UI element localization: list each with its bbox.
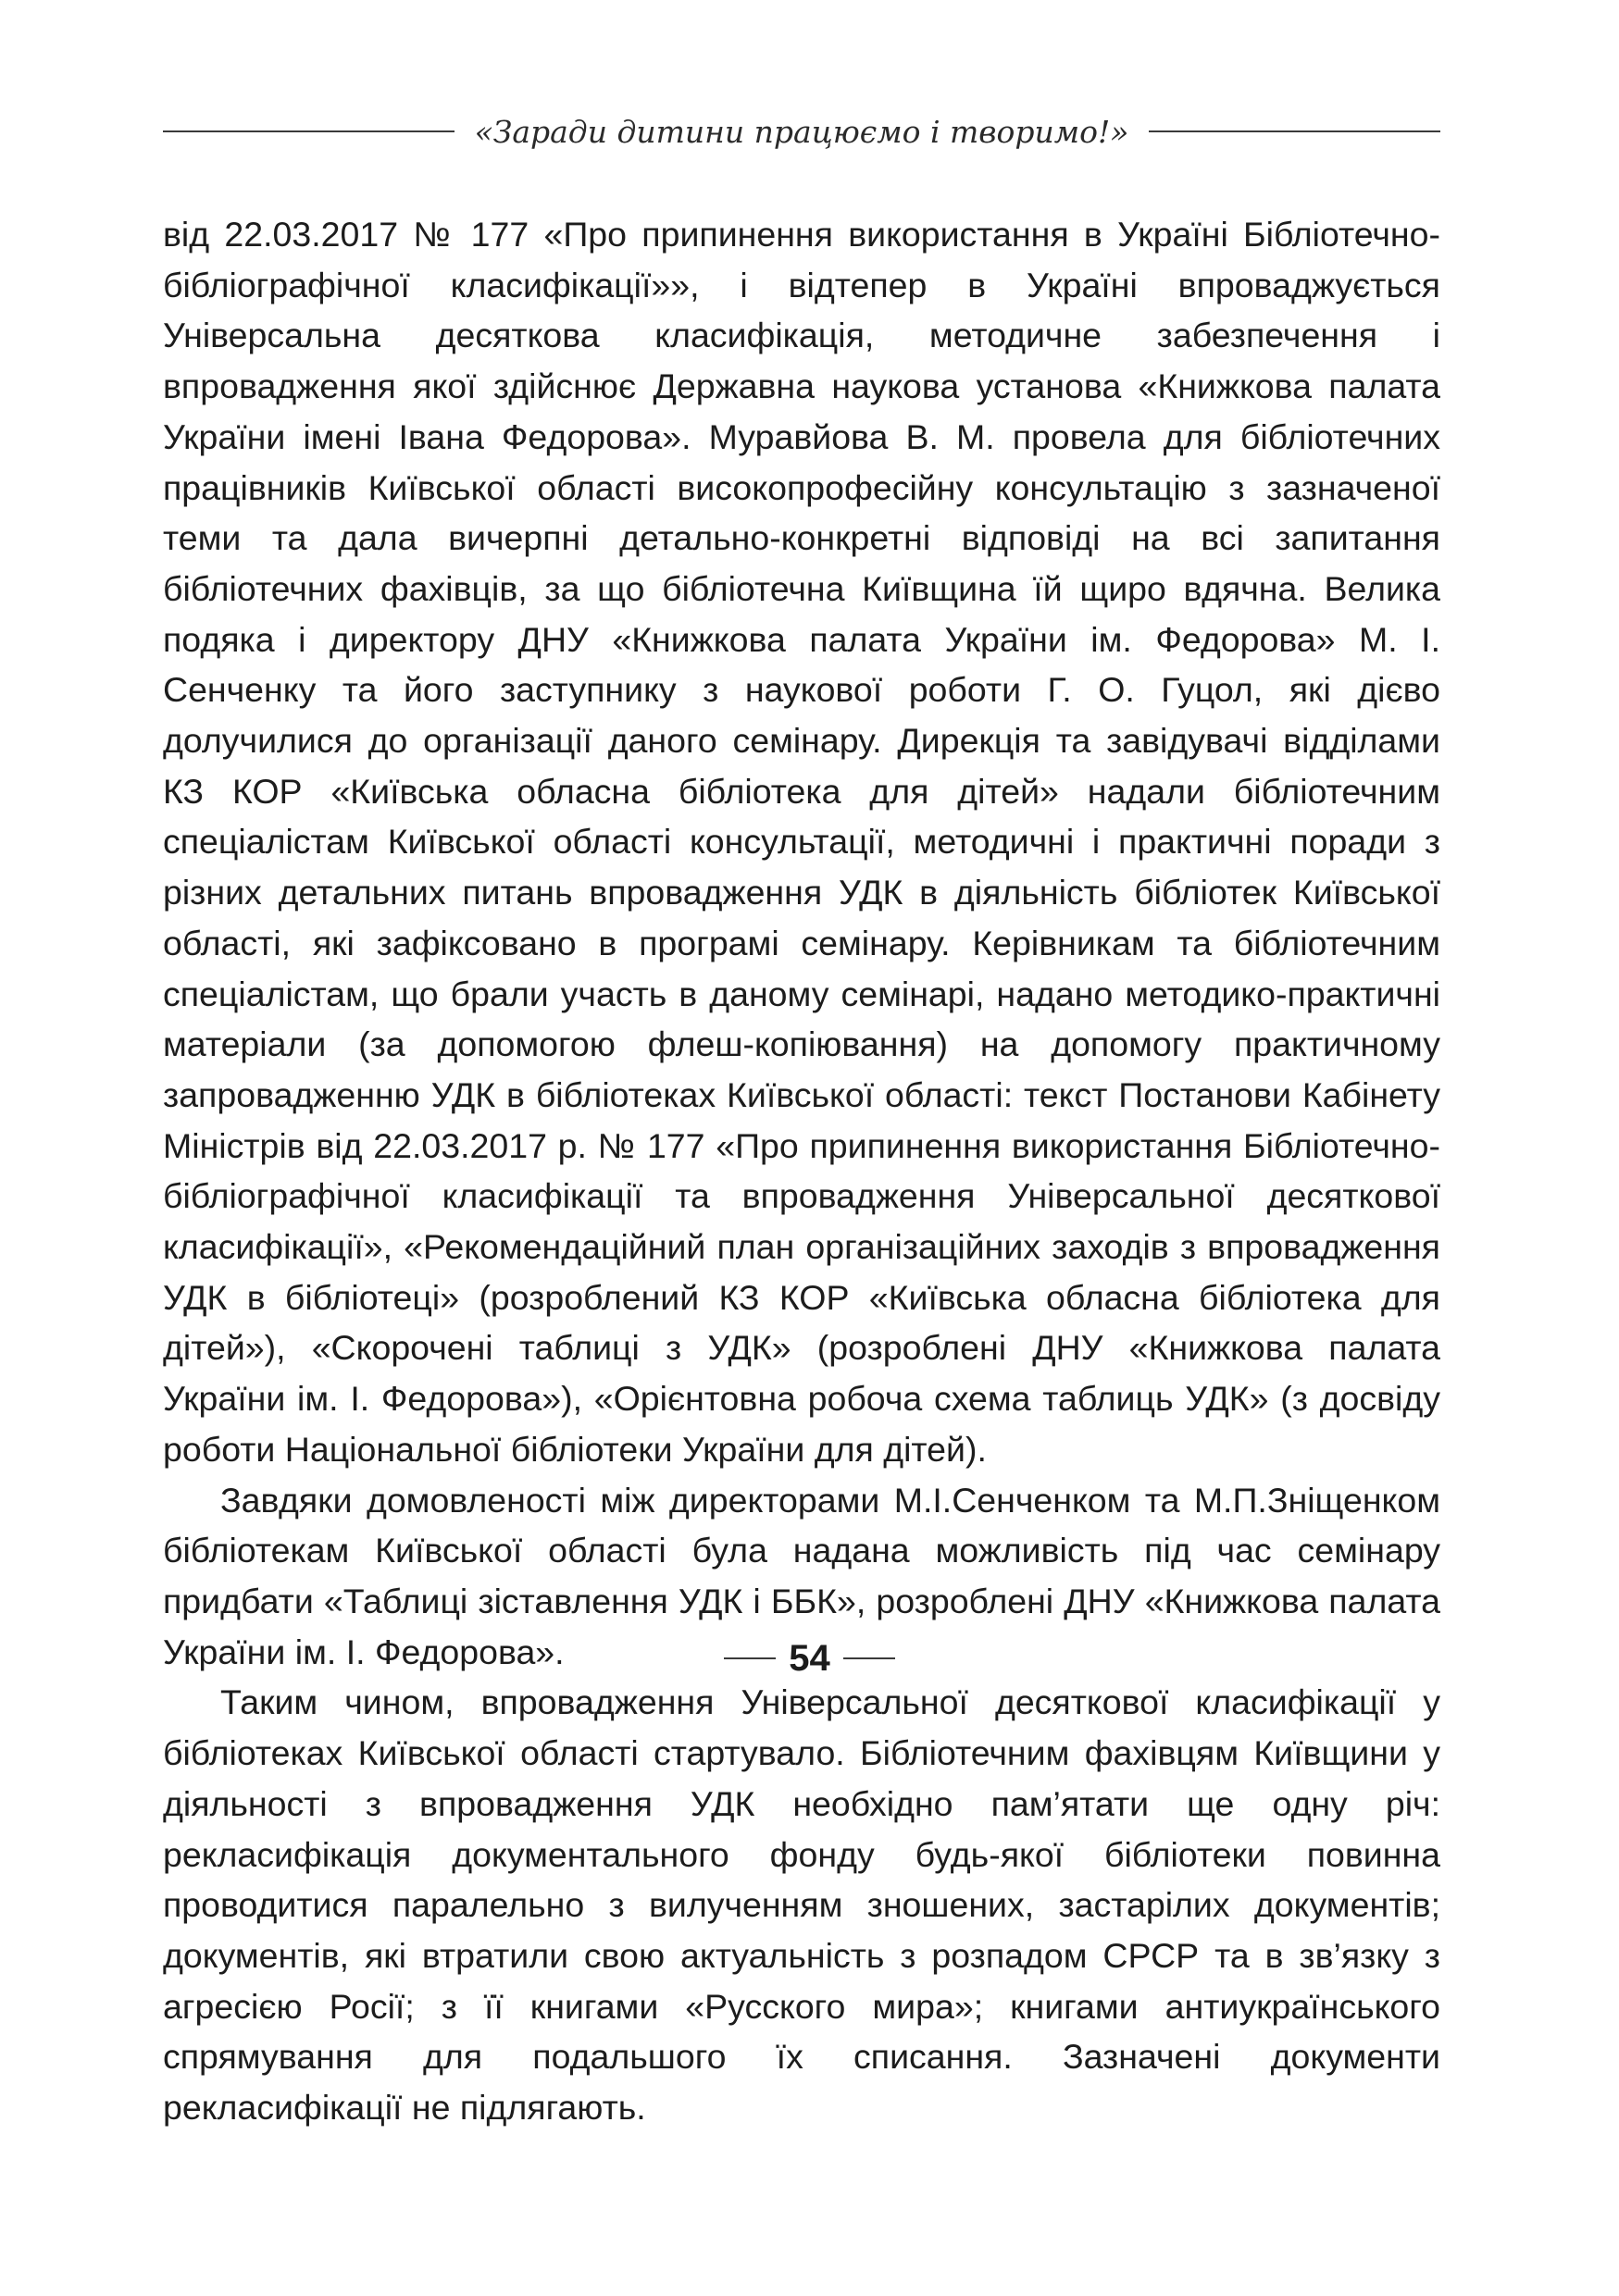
page-number: 54 [789, 1637, 830, 1679]
paragraph-2: Завдяки домовленості між директорами М.І.Сенченком та М.П.Зніщенком бібліотекам Київської області була надана можливість під час семінару придбати «Таблиці зіставлення УДК і ББК», розроблені ДНУ «Книжкова палата України ім. І. Федорова». [163, 1480, 1440, 1671]
body-text [163, 209, 1440, 2133]
header-rule-right [1149, 130, 1440, 132]
footer-dash-right [843, 1657, 895, 1659]
paragraph-1: від 22.03.2017 № 177 «Про припинення використання в Україні Бібліотечно-бібліографічної класифікації»», і відтепер в Україні впроваджується Універсальна десяткова класифікація, методичне забезпечення і впровадження якої здійснює Державна наукова установа «Книжкова палата України імені Івана Федорова». Муравйова В. М. провела для бібліотечних працівників Київської області високопрофесійну консультацію з зазначеної теми та дала вичерпні детально-конкретні відповіді на всі запитання бібліотечних фахівців, за що бібліотечна Київщина їй щиро вдячна. Велика подяка і директору ДНУ «Книжкова палата України ім. Федорова» М. І. Сенченку та його заступнику з наукової роботи Г. О. Гуцол, які дієво долучилися до організації даного семінару. Дирекція та завідувачі відділами КЗ КОР «Київська обласна бібліотека для дітей» надали бібліотечним спеціалістам Київської області консультації, методичні і практичні поради з різних детальних питань впровадження УДК в діяльність бібліотек Київської області, які зафіксовано в програмі семінару. Керівникам та бібліотечним спеціалістам, що брали участь в даному семінарі, надано методико-практичні матеріали (за допомогою флеш-копіювання) на допомогу практичному запровадженню УДК в бібліотеках Київської області: текст Постанови Кабінету Міністрів від 22.03.2017 р. № 177 «Про припинення використання Бібліотечно-бібліографічної класифікації та впровадження Універсальної десяткової класифікації», «Рекомендаційний план організаційних заходів з впровадження УДК в бібліотеці» (розроблений КЗ КОР «Київська обласна бібліотека для дітей»), «Скорочені таблиці з УДК» (розроблені ДНУ «Книжкова палата України ім. І. Федорова»), «Орієнтовна робоча схема таблиць УДК» (з досвіду роботи Національної бібліотеки України для дітей). [163, 215, 1440, 1469]
page-footer [0, 1631, 1619, 1686]
header-motto: «Заради дитини працюємо і творимо!» [474, 113, 1129, 150]
footer-dash-left [724, 1657, 776, 1659]
running-header [163, 104, 1440, 159]
header-rule-left [163, 130, 455, 132]
paragraph-3: Таким чином, впровадження Універсальної десяткової класифікації у бібліотеках Київської області стартувало. Бібліотечним фахівцям Київщини у діяльності з впровадження УДК необхідно пам’ятати ще одну річ: рекласифікація документального фонду будь-якої бібліотеки повинна проводитися паралельно з вилученням зношених, застарілих документів; документів, які втратили свою актуальність з розпадом СРСР та в зв’язку з агресією Росії; з її книгами «Русского мира»; книгами антиукраїнського спрямування для подальшого їх списання. Зазначені документи рекласифікації не підлягають. [163, 1682, 1440, 2128]
